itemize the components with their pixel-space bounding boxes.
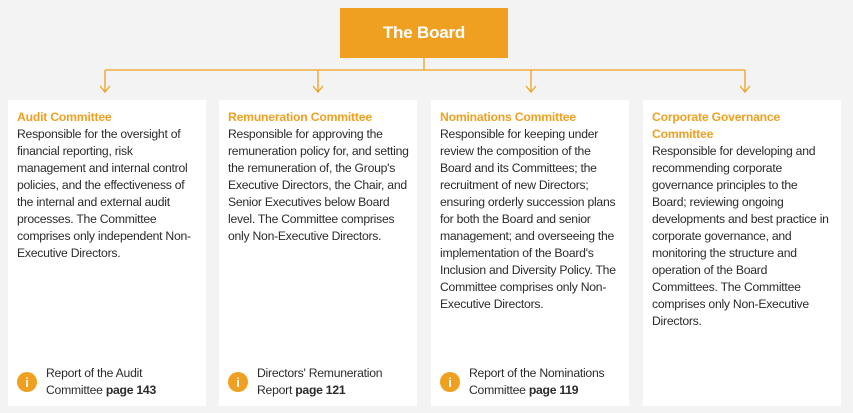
info-icon: i [17, 372, 37, 392]
corporate-governance-committee-description: Responsible for developing and recommending corporate governance principles to the Board; reviewing ongoing developments and best practice in corporate governance, and monitoring the structure and operation of the Board Committees. The Committee comprises only Non-Executive Directors. [652, 144, 829, 328]
nominations-committee-card [431, 100, 629, 406]
nominations-committee-description: Responsible for keeping under review the composition of the Board and its Committees; the recruitment of new Directors; ensuring orderly succession plans for both the Board and senior management; and overseeing the implementation of the Board's Inclusion and Diversity Policy. The Committee comprises only Non-Executive Directors. [440, 127, 616, 311]
remuneration-report-link[interactable] [228, 365, 382, 399]
report-page-number: page 121 [295, 383, 346, 397]
audit-committee-report-link[interactable] [17, 365, 156, 399]
remuneration-committee-description: Responsible for approving the remuneration policy for, and setting the remuneration of, the Group's Executive Directors, the Chair, and Senior Executives below Board level. The Committee comprises only Non-Executive Directors. [228, 127, 409, 243]
report-reference-line2: Committee [46, 383, 106, 397]
nominations-report-text [469, 365, 604, 399]
info-icon: i [440, 372, 460, 392]
report-reference-line1: Report of the Nominations [469, 366, 605, 380]
report-reference-line2: Committee [469, 383, 529, 397]
audit-committee-description: Responsible for the oversight of financial reporting, risk management and internal control policies, and the effectiveness of the internal and external audit processes. The Committee comprises only independent Non-Executive Directors. [17, 127, 191, 260]
audit-committee-report-text [46, 365, 156, 399]
report-reference-line2: Report [257, 383, 296, 397]
report-page-number: page 119 [528, 383, 579, 397]
nominations-report-link[interactable] [440, 365, 604, 399]
report-reference-line1: Report of the Audit [46, 366, 143, 380]
remuneration-committee-card [219, 100, 417, 406]
remuneration-report-text [257, 365, 382, 399]
board-box [340, 8, 508, 58]
board-label: The Board [382, 23, 466, 42]
nominations-committee-title: Nominations Committee [440, 110, 576, 124]
corporate-governance-committee-title: Corporate Governance Committee [652, 110, 781, 141]
audit-committee-title: Audit Committee [17, 110, 112, 124]
report-page-number: page 143 [105, 383, 156, 397]
audit-committee-card [8, 100, 206, 406]
info-icon: i [228, 372, 248, 392]
corporate-governance-committee-card [643, 100, 841, 406]
remuneration-committee-title: Remuneration Committee [228, 110, 372, 124]
report-reference-line1: Directors' Remuneration [257, 366, 383, 380]
